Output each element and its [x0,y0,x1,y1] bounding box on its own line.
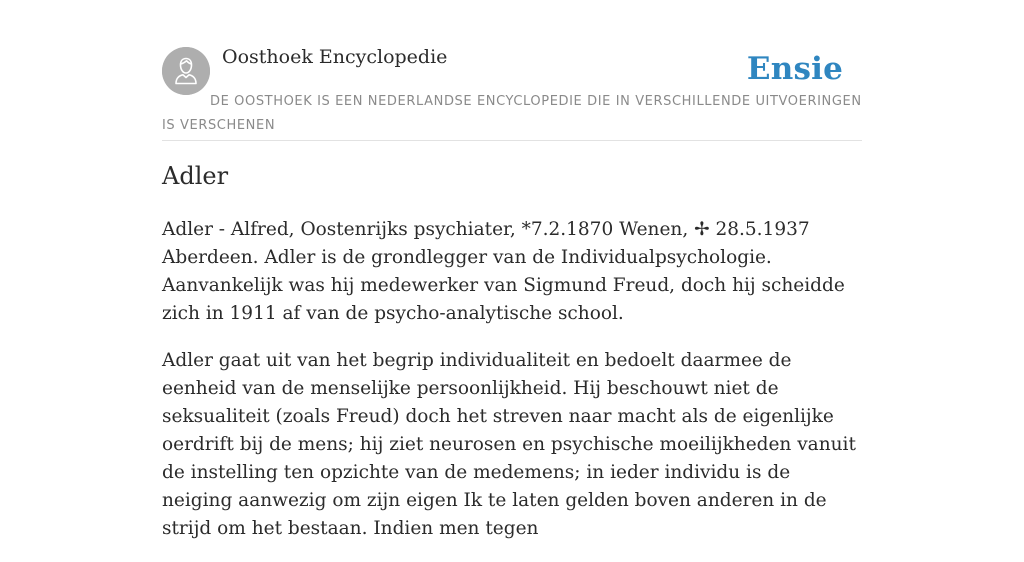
article-paragraph: Adler gaat uit van het begrip individualiteit en bedoelt daarmee de eenheid van de menselijke persoonlijkheid. Hij beschouwt niet de seksualiteit (zoals Freud) doch het streven naar macht als de eigenlijke oerdrift bij de mens; hij ziet neurosen en psychische moeilijkheden vanuit de instelling ten opzichte van de medemens; in ieder individu is de neiging aanwezig om zijn eigen Ik te laten gelden boven anderen in de strijd om het bestaan. Indien men tegen [162,350,856,539]
user-avatar-icon[interactable] [162,47,210,95]
source-name[interactable]: Oosthoek Encyclopedie [222,46,448,68]
page-container [162,0,862,539]
source-description: DE OOSTHOEK IS EEN NEDERLANDSE ENCYCLOPEDIE DIE IN VERSCHILLENDE UITVOERINGEN IS VERSCHENEN [162,94,862,133]
source-header [162,0,862,141]
page-title: Adler [162,162,229,190]
article-body [162,216,866,562]
brand-logo[interactable]: Ensie [746,51,843,87]
article-paragraph: Adler - Alfred, Oostenrijks psychiater, *7.2.1870 Wenen, ✢ 28.5.1937 Aberdeen. Adler is de grondlegger van de Individualpsychologie. Aanvankelijk was hij medewerker van Sigmund Freud, doch hij scheidde zich in 1911 af van de psycho-analytische school. [162,219,845,324]
